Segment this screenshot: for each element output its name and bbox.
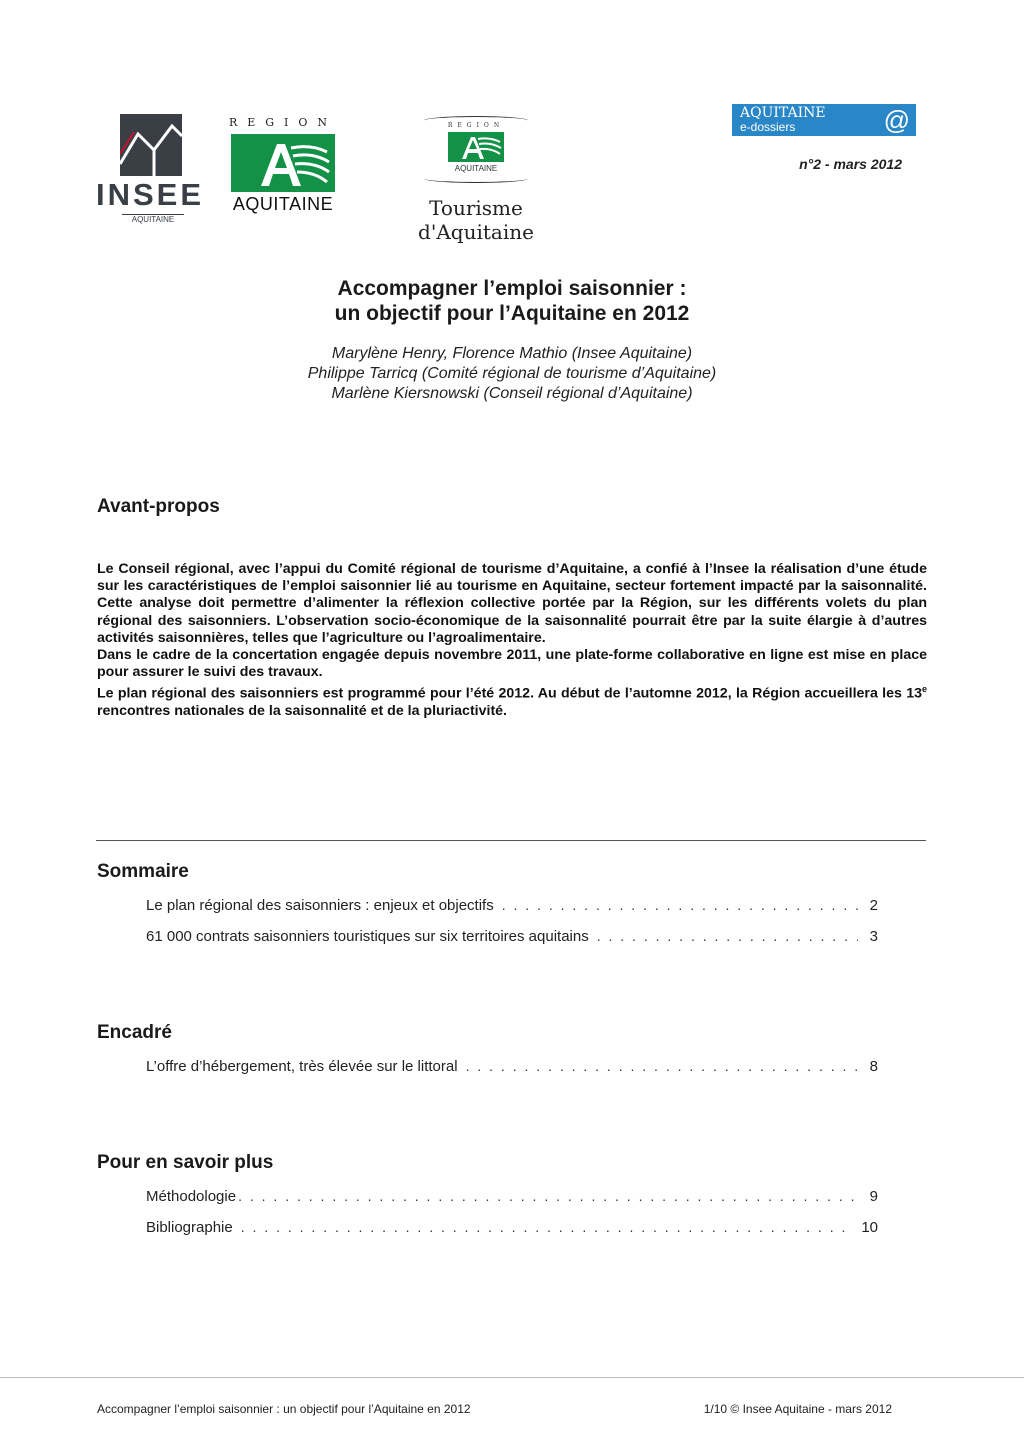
foreword-heading: Avant-propos [97, 496, 220, 517]
tourisme-a-icon [448, 132, 504, 162]
author-line: Philippe Tarricq (Comité régional de tourisme d’Aquitaine) [307, 365, 717, 382]
title-line-2: un objectif pour l’Aquitaine en 2012 [334, 302, 690, 325]
toc-entry-label: L’offre d’hébergement, très élevée sur le littoral [146, 1058, 458, 1075]
toc-entry-page: 9 [869, 1188, 878, 1205]
insee-logo-subtitle: AQUITAINE [122, 214, 184, 225]
toc-entry-label: Méthodologie [146, 1188, 237, 1205]
footer-title: Accompagner l’emploi saisonnier : un objectif pour l’Aquitaine en 2012 [97, 1402, 471, 1416]
region-aquitaine-logo [228, 116, 338, 220]
foreword-paragraph: Dans le cadre de la concertation engagée depuis novembre 2011, une plate-forme collaborative en ligne est mise en place pour assurer le suivi des travaux. [97, 647, 927, 681]
authors [112, 344, 912, 404]
toc-entry-page: 10 [861, 1219, 878, 1236]
foreword-paragraph: Le Conseil régional, avec l’appui du Comité régional de tourisme d’Aquitaine, a confié à l’Insee la réalisation d’une étude sur les caractéristiques de l’emploi saisonnier lié au tourisme en Aquitaine, secteur fortement impacté par la saisonnalité. Cette analyse doit permettre d’alimenter la réflexion collective portée par la Région, sur les différents volets du plan régional des saisonniers. L’observation socio-économique de la saisonnalité pourrait être par la suite élargie à d’autres activités saisonnières, telles que l’agriculture ou l’agroalimentaire. [97, 561, 927, 646]
insee-logo [96, 112, 205, 224]
footer-page-info: 1/10 © Insee Aquitaine - mars 2012 [703, 1402, 892, 1416]
toc-entry-page: 3 [869, 928, 878, 945]
toc-entry-label: Bibliographie [146, 1219, 233, 1236]
foreword-text [97, 561, 927, 721]
tourisme-logo-top-text: REGION [447, 122, 505, 129]
aquitaine-edossiers-badge [732, 104, 916, 136]
author-line: Marylène Henry, Florence Mathio (Insee Aquitaine) [331, 345, 693, 362]
tourisme-aquitaine-logo [376, 112, 576, 244]
page-title [112, 276, 912, 326]
toc-entry-page: 2 [869, 897, 878, 914]
issue-number: n°2 - mars 2012 [799, 156, 902, 172]
section-divider [96, 840, 926, 841]
tourisme-logo-small-text: AQUITAINE [454, 164, 498, 173]
badge-line1: AQUITAINE [740, 105, 826, 121]
toc-entry-page: 8 [869, 1058, 878, 1075]
encadre-heading: Encadré [97, 1022, 172, 1043]
badge-line2: e-dossiers [740, 120, 796, 134]
author-line: Marlène Kiersnowski (Conseil régional d’Aquitaine) [331, 385, 693, 402]
insee-mark-icon [120, 114, 182, 176]
footer-divider [0, 1377, 1024, 1378]
region-logo-bottom-text: AQUITAINE [232, 194, 334, 214]
toc-entry[interactable] [146, 1217, 878, 1237]
savoir-plus-heading: Pour en savoir plus [97, 1152, 274, 1173]
toc-entry-label: 61 000 contrats saisonniers touristiques sur six territoires aquitains [146, 928, 589, 945]
toc-entry[interactable] [146, 926, 878, 946]
title-line-1: Accompagner l’emploi saisonnier : [337, 277, 687, 300]
at-sign-icon: @ [883, 105, 910, 135]
region-a-icon [231, 134, 335, 192]
toc-entry-label: Le plan régional des saisonniers : enjeux et objectifs [146, 897, 494, 914]
tourisme-logo-name: Tourisme d'Aquitaine [418, 196, 534, 244]
sommaire-heading: Sommaire [97, 861, 189, 882]
region-logo-top-text: REGION [228, 116, 338, 129]
insee-logo-name: INSEE [96, 177, 205, 212]
toc-entry[interactable] [146, 1056, 878, 1076]
foreword-paragraph: Le plan régional des saisonniers est programmé pour l’été 2012. Au début de l’automne 2012, la Région accueillera les 13e rencontres nationales de la saisonnalité et de la pluriactivité. [97, 684, 927, 720]
toc-entry[interactable] [146, 895, 878, 915]
toc-entry[interactable] [146, 1186, 878, 1206]
